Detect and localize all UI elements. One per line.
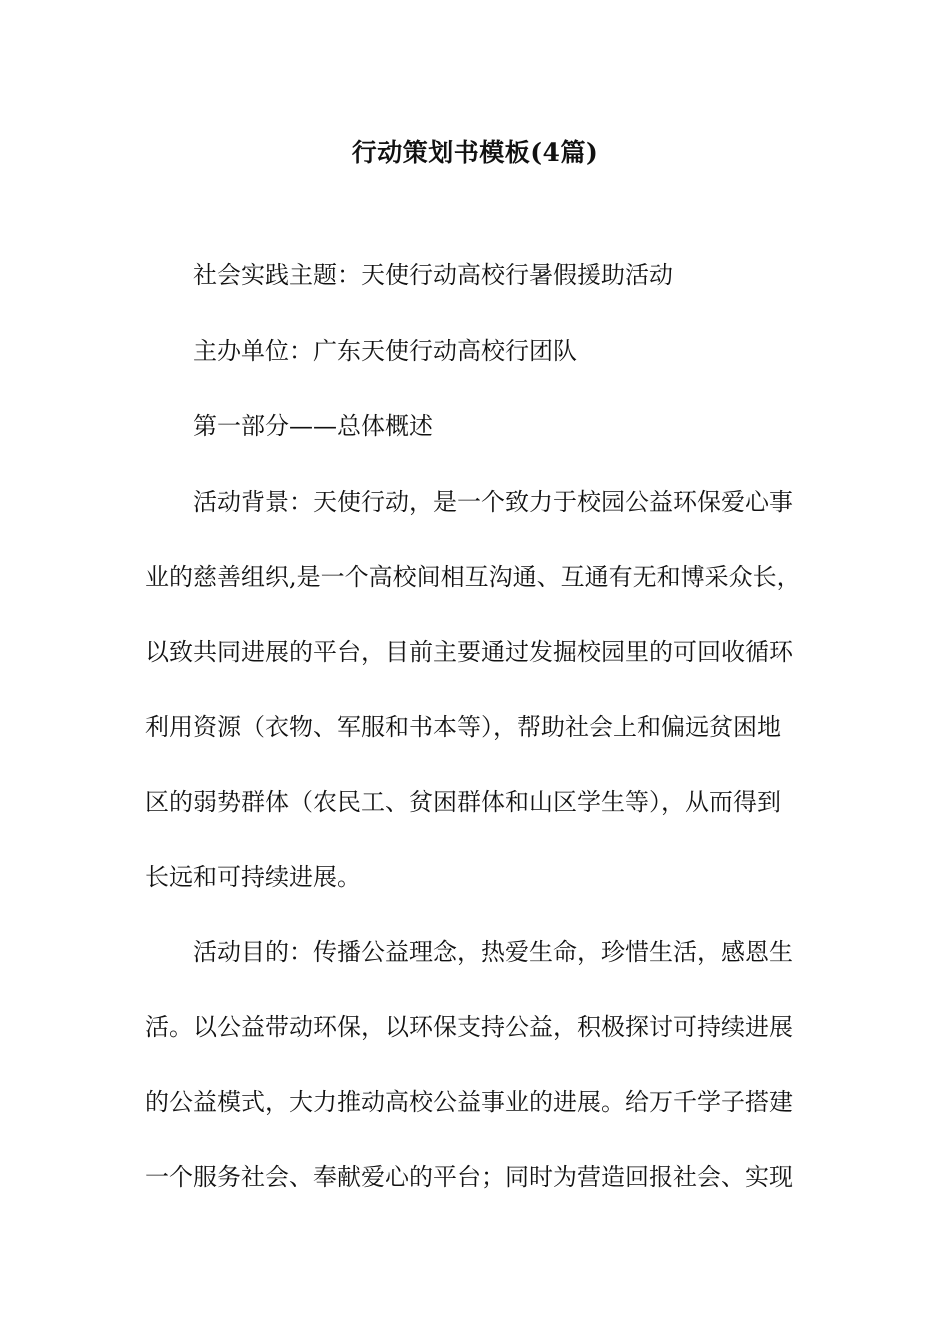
paragraph-background-line-6: 长远和可持续进展。 <box>145 863 361 891</box>
section-heading-part-one: 第一部分——总体概述 <box>193 412 433 440</box>
paragraph-purpose-line-1: 活动目的：传播公益理念，热爱生命，珍惜生活，感恩生 <box>193 938 793 966</box>
paragraph-theme: 社会实践主题：天使行动高校行暑假援助活动 <box>193 261 673 289</box>
paragraph-purpose-line-3: 的公益模式，大力推动高校公益事业的进展。给万千学子搭建 <box>145 1088 793 1116</box>
paragraph-background-line-2: 业的慈善组织,是一个高校间相互沟通、互通有无和博采众长， <box>145 563 801 591</box>
document-title: 行动策划书模板(4篇) <box>351 138 599 167</box>
paragraph-background-line-5: 区的弱势群体（农民工、贫困群体和山区学生等），从而得到 <box>145 788 781 816</box>
paragraph-background-line-4: 利用资源（衣物、军服和书本等），帮助社会上和偏远贫困地 <box>145 713 781 741</box>
paragraph-purpose-line-4: 一个服务社会、奉献爱心的平台；同时为营造回报社会、实现 <box>145 1163 793 1191</box>
paragraph-background-line-3: 以致共同进展的平台，目前主要通过发掘校园里的可回收循环 <box>145 638 793 666</box>
paragraph-background-line-1: 活动背景：天使行动，是一个致力于校园公益环保爱心事 <box>193 488 793 516</box>
paragraph-purpose-line-2: 活。以公益带动环保，以环保支持公益，积极探讨可持续进展 <box>145 1013 793 1041</box>
paragraph-organizer: 主办单位：广东天使行动高校行团队 <box>193 337 577 365</box>
